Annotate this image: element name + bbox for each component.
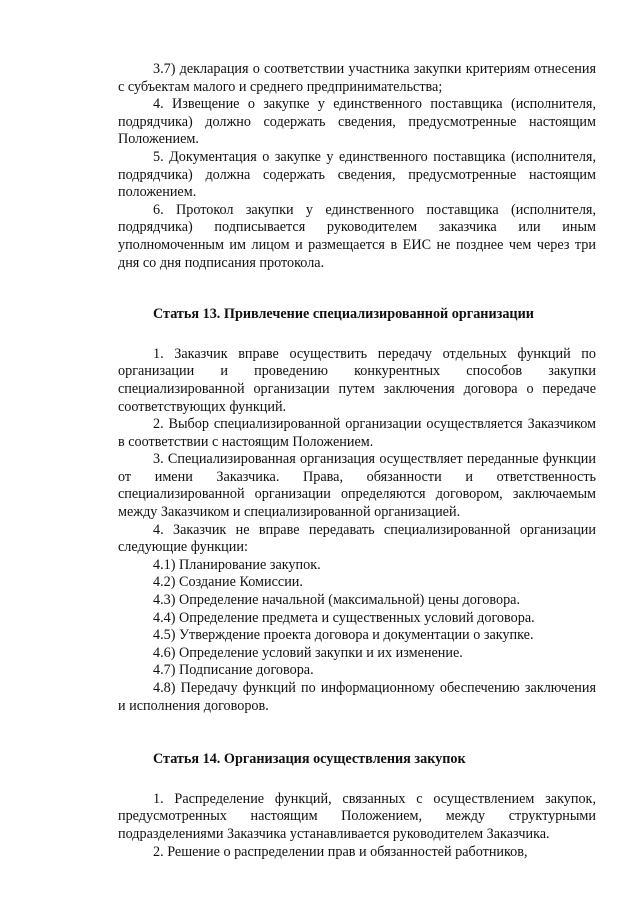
list-item: 4.1) Планирование закупок. — [153, 556, 321, 573]
spacer — [118, 272, 596, 306]
spacer — [118, 715, 596, 751]
paragraph-4: 4. Извещение о закупке у единственного поставщика (исполнителя, подрядчика) должно содержать сведения, предусмотренные настоящим Положением. — [118, 96, 596, 148]
document-body — [118, 61, 596, 861]
article-14-heading: Статья 14. Организация осуществления закупок — [153, 751, 466, 768]
article-13-heading: Статья 13. Привлечение специализированной организации — [153, 306, 534, 323]
list-item: 4.7) Подписание договора. — [153, 662, 314, 679]
list-item: 4.8) Передачу функций по информационному обеспечению заключения и исполнения договоров. — [118, 680, 596, 714]
paragraph-3-7: 3.7) декларация о соответствии участника закупки критериям отнесения с субъектам малого и среднего предпринимательства; — [118, 61, 596, 95]
spacer — [118, 769, 596, 791]
article-13-paragraph-2: 2. Выбор специализированной организации осуществляется Заказчиком в соответствии с настоящим Положением. — [118, 416, 596, 450]
article-13-paragraph-3: 3. Специализированная организация осуществляет переданные функции от имени Заказчика. Права, обязанности и ответственность специализированной организации определяются договором, заключаемым между Заказчиком и специализированной организацией. — [118, 451, 596, 521]
list-item: 4.2) Создание Комиссии. — [153, 574, 303, 591]
list-item: 4.6) Определение условий закупки и их изменение. — [153, 644, 463, 661]
paragraph-6: 6. Протокол закупки у единственного поставщика (исполнителя, подрядчика) подписывается руководителем заказчика или иным уполномоченным им лицом и размещается в ЕИС не позднее чем через три дня со дня подписания протокола. — [118, 201, 596, 271]
article-13-paragraph-4: 4. Заказчик не вправе передавать специализированной организации следующие функции: — [118, 521, 596, 556]
article-14-paragraph-1: 1. Распределение функций, связанных с осуществлением закупок, предусмотренных настоящим Положением, между структурными подразделениями Заказчика устанавливается руководителем Заказчика. — [118, 790, 596, 842]
article-14-paragraph-2: 2. Решение о распределении прав и обязанностей работников, — [153, 843, 528, 860]
paragraph-5: 5. Документация о закупке у единственного поставщика (исполнителя, подрядчика) должна содержать сведения, предусмотренные настоящим положением. — [118, 148, 596, 201]
article-13-paragraph-1: 1. Заказчик вправе осуществить передачу отдельных функций по организации и проведению конкурентных способов закупки специализированной организации путем заключения договора о передаче соответствующих функций. — [118, 345, 596, 415]
list-item: 4.4) Определение предмета и существенных условий договора. — [153, 609, 535, 626]
spacer — [118, 324, 596, 346]
list-item: 4.5) Утверждение проекта договора и документации о закупке. — [153, 627, 534, 644]
list-item: 4.3) Определение начальной (максимальной) цены договора. — [153, 592, 521, 609]
